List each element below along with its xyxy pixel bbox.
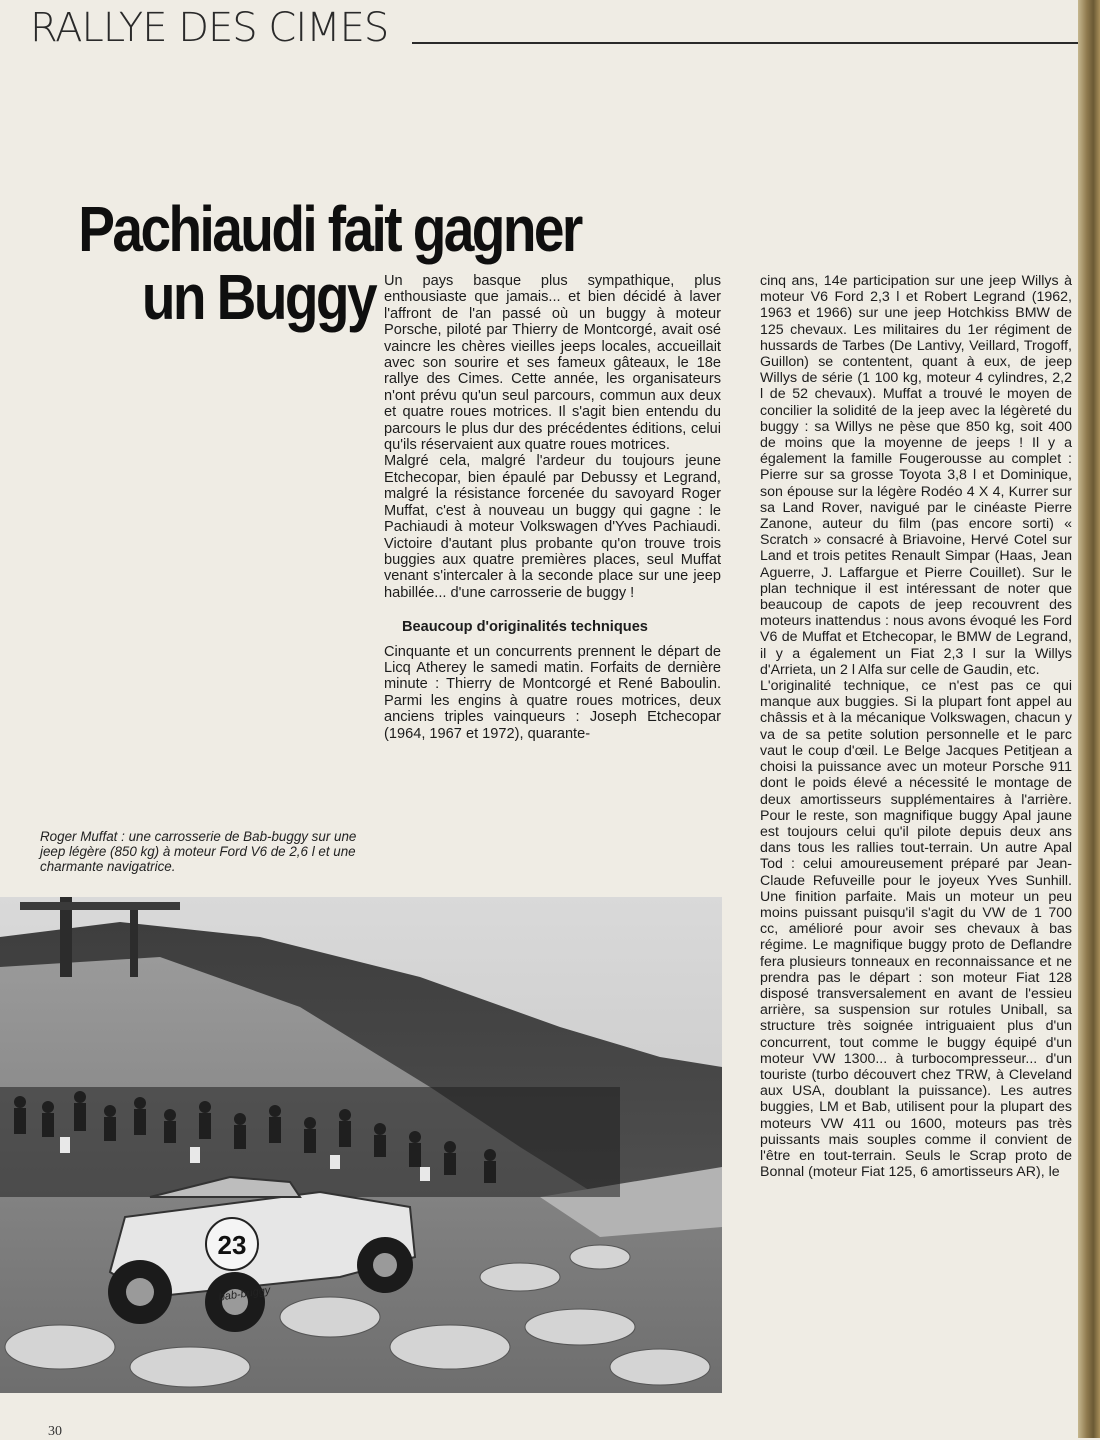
headline-line-2: un Buggy [141,261,375,333]
car-number: 23 [217,1230,247,1260]
paragraph-competitors: Cinquante et un concurrents prennent le départ de Licq Atherey le samedi matin. Forfaits de dernière minute : Thierry de Montcorgé et René Baboulin. Parmi les engins à quatre roues motrices, deux anciens triples vainqueurs : Joseph Etchecopar (1964, 1967 et 1972), quarante- [384,643,721,742]
paragraph-entrants: cinq ans, 14e participation sur une jeep Willys à moteur V6 Ford 2,3 l et Robert Legrand (1962, 1963 et 1966) sur une jeep Hotchkiss BMW de 125 chevaux. Les militaires du 1er régiment de hussards de Tarbes (De Lantivy, Veillard, Trogoff, Guillon) se contentent, quant à eux, de jeep Willys de série (1 100 kg, moteur 4 cylindres, 2,2 l de 52 chevaux). Muffat a trouvé le moyen de concilier la solidité de la jeep avec la légèreté du buggy : sa Willys ne pèse que 850 kg, soit 400 de moins que la moyenne de jeeps ! Il y a également la famille Fougerousse au complet : Pierre sur sa grosse Toyota 3,8 l et Dominique, son épouse sur la légère Rodéo 4 X 4, Kurrer sur sa Land Rover, navigué par le cinéaste Pierre Zanone, auteur du film (pas encore sorti) « Scratch » consacré à Briavoine, Hervé Cotel sur Land et trois petites Renault Simpar (Haas, Jean Aguerre, J. Laffargue et Pierre Couillet). Sur le plan technique il est intéressant de noter que beaucoup de capots de jeep recouvrent des moteurs inattendus : nous avons évoqué les Ford V6 de Muffat et Etchecopar, le BMW de Legrand, il y a également un Fiat 2,3 l sur la Willys d'Arrieta, un 2 l Alfa sur celle de Gaudin, etc. [760,273,1072,678]
headline-line-1: Pachiaudi fait gagner [78,193,581,265]
car-badge: bab-buggy [218,1284,272,1304]
rubric-rule [412,42,1087,44]
page-number: 30 [48,1424,62,1439]
subheading: Beaucoup d'originalités techniques [402,619,648,636]
paragraph-result: Malgré cela, malgré l'ardeur du toujours jeune Etchecopar, bien épaulé par Debussy et Legrand, malgré la résistance forcenée du savoyard Roger Muffat, c'est à nouveau un buggy qui gagne : le Pachiaudi à moteur Volkswagen d'Yves Pachiaudi. Victoire d'autant plus probante qu'on trouve trois buggies aux quatre premières places, seul Muffat venant s'intercaler à la seconde place sur une jeep habillée... d'une carrosserie de buggy ! [384,453,721,601]
rally-photo [0,897,722,1393]
article-column-right [760,273,1072,1180]
rally-photo-illustration [0,897,722,1393]
photo-caption: Roger Muffat : une carrosserie de Bab-buggy sur une jeep légère (850 kg) à moteur Ford V6 de 2,6 l et une charmante navigatrice. [40,829,357,874]
article-column-middle [384,273,721,742]
paragraph-intro: Un pays basque plus sympathique, plus enthousiaste que jamais... et bien décidé à laver l'affront de l'an passé où un buggy à moteur Porsche, piloté par Thierry de Montcorgé, avait osé vaincre les chères vieilles jeeps locales, accueillait avec son sourire et ses fameux gâteaux, le 18e rallye des Cimes. Cette année, les organisateurs n'ont prévu qu'un seul parcours, commun aux deux et quatre roues motrices. Il s'agit bien entendu du parcours le plus dur des précédentes éditions, celui qu'ils réservaient aux quatre roues motrices. [384,273,721,454]
headline [78,193,581,333]
section-rubric: RALLYE DES CIMES [30,5,389,51]
facing-page-edge [1078,0,1100,1438]
paragraph-technique: L'originalité technique, ce n'est pas ce qui manque aux buggies. Si la plupart font appel au châssis et à la mécanique Volkswagen, chacun y va de sa petite solution personnelle et le parc vaut le coup d'œil. Le Belge Jacques Petitjean a choisi la puissance avec un moteur Porsche 911 dont le poids élevé a nécessité le montage de deux amortisseurs supplémentaires à l'arrière. Pour le reste, son magnifique buggy Apal jaune est toujours celui qu'il pilote depuis deux ans dans tous les rallies tout-terrain. Un autre Apal Tod : celui amoureusement préparé par Jean-Claude Refuveille pour le joyeux Yves Sunhill. Une finition parfaite. Mais un moteur un peu moins puissant puisqu'il s'agit du VW de 1 700 cc, amélioré pour avoir ses chevaux à bas régime. Le magnifique buggy proto de Deflandre fera plusieurs tonneaux en reconnaissance et ne prendra pas le départ : son moteur Fiat 128 disposé transversalement en avant de l'essieu arrière, sa suspension sur rotules Uniball, sa structure très soignée intriguaient plus d'un concurrent, tout comme le buggy équipé d'un moteur VW 1300... à turbocompresseur... d'un touriste (turbo découvert chez TRW, à Cleveland aux USA, doublant la puissance). Les autres buggies, LM et Bab, utilisent pour la plupart des moteurs VW 411 ou 1600, moteurs pas très puissants mais souples comme il convient de l'être en tout-terrain. Seuls le Scrap proto de Bonnal (moteur Fiat 125, 6 amortisseurs AR), le [760,678,1072,1181]
